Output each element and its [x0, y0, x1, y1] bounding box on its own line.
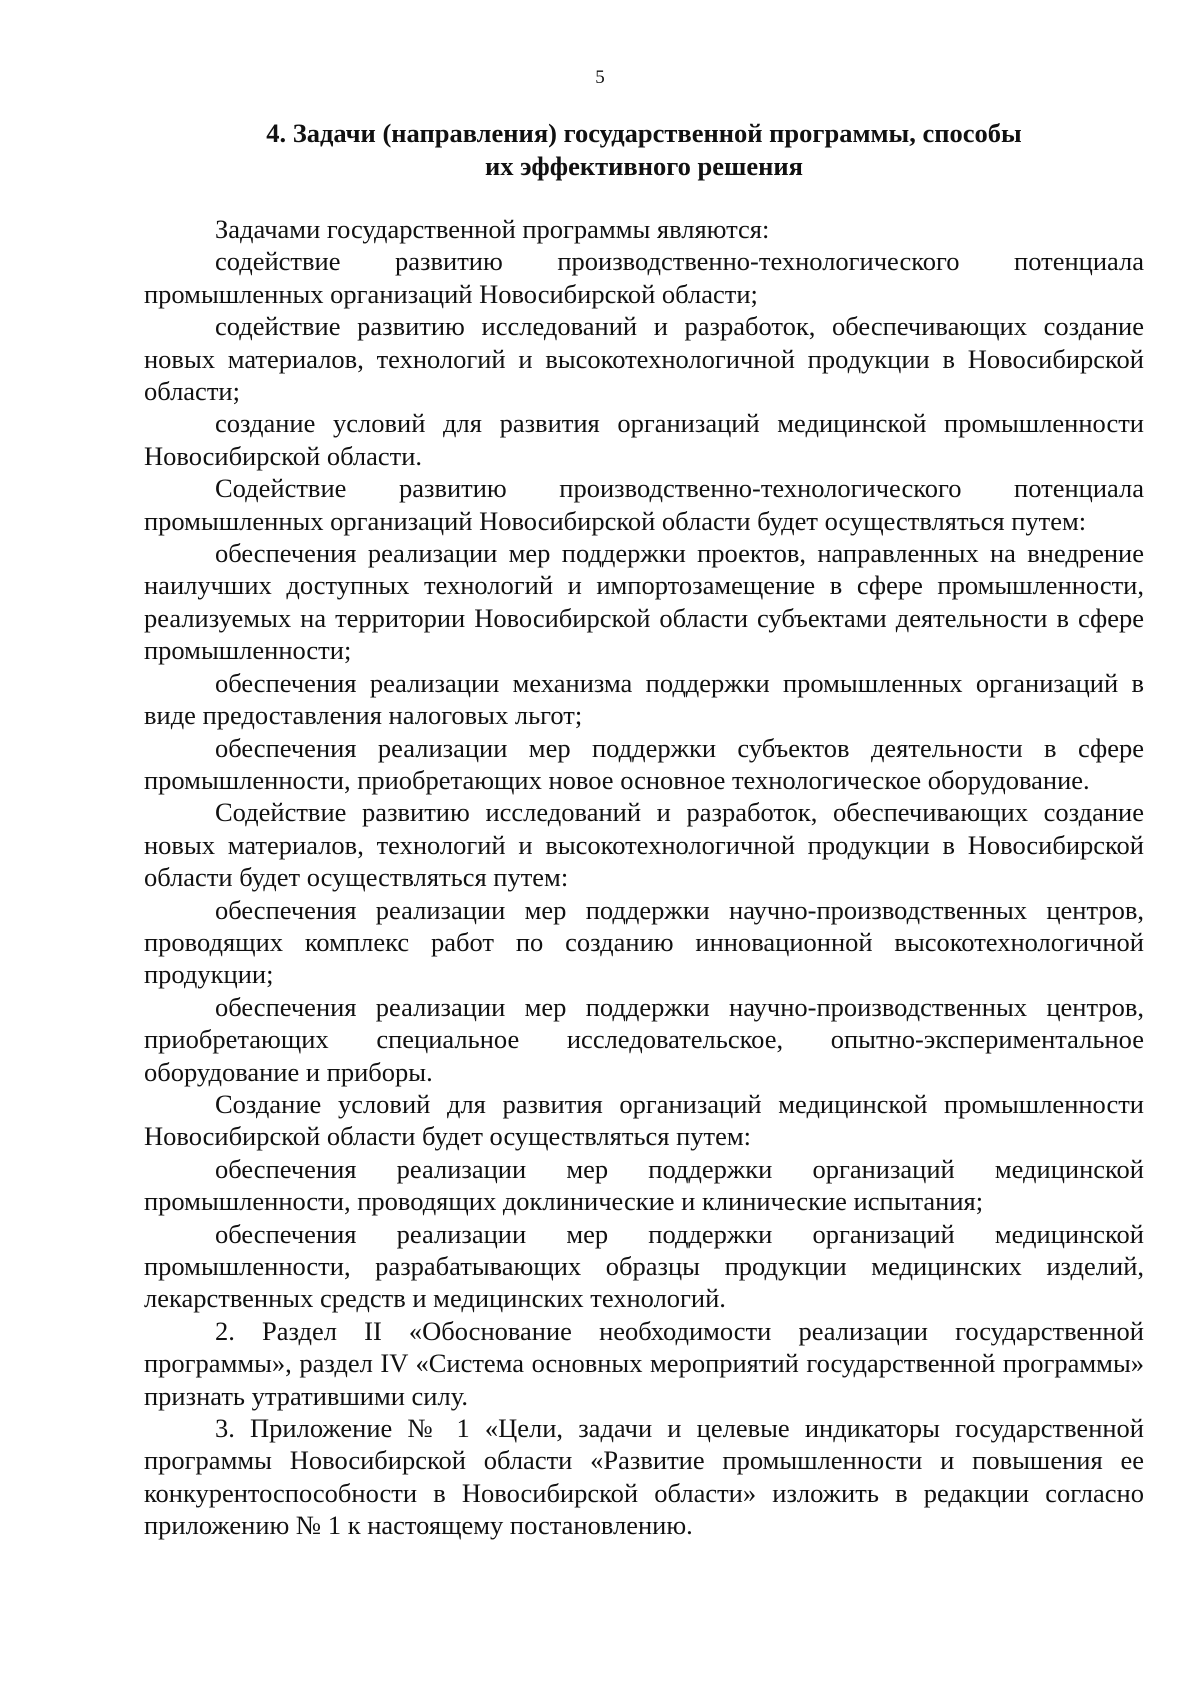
section-heading — [144, 117, 1144, 183]
page-number: 5 — [595, 67, 605, 88]
paragraph-task-1-means-2: обеспечения реализации механизма поддержки промышленных организаций в виде предоставления налоговых льгот; — [144, 667, 1144, 731]
document-body — [144, 213, 1144, 1542]
paragraph-task-3-means-2: обеспечения реализации мер поддержки организаций медицинской промышленности, разрабатывающих образцы продукции медицинских изделий, лекарственных средств и медицинских технологий. — [144, 1218, 1144, 1314]
paragraph-task-2-means-2: обеспечения реализации мер поддержки научно-производственных центров, приобретающих специальное исследовательское, опытно-экспериментальное оборудование и приборы. — [144, 991, 1144, 1087]
section-heading-line-2: их эффективного решения — [484, 151, 803, 181]
paragraph-task-2-means-intro: Содействие развитию исследований и разработок, обеспечивающих создание новых материалов, технологий и высокотехнологичной продукции в Новосибирской области будет осуществляться путем: — [144, 797, 1144, 893]
paragraph-task-3-means-intro: Создание условий для развития организаций медицинской промышленности Новосибирской области будет осуществляться путем: — [144, 1088, 1144, 1152]
paragraph-task-1-means-1: обеспечения реализации мер поддержки проектов, направленных на внедрение наилучших доступных технологий и импортозамещение в сфере промышленности, реализуемых на территории Новосибирской области субъектами деятельности в сфере промышленности; — [144, 538, 1144, 666]
paragraph-task-1-means-intro: Содействие развитию производственно-технологического потенциала промышленных организаций Новосибирской области будет осуществляться путем: — [144, 473, 1144, 536]
paragraph-task-1-means-3: обеспечения реализации мер поддержки субъектов деятельности в сфере промышленности, приобретающих новое основное технологическое оборудование. — [144, 732, 1144, 795]
paragraph-task-1: содействие развитию производственно-технологического потенциала промышленных организаций Новосибирской области; — [144, 246, 1144, 309]
paragraph-task-3-means-1: обеспечения реализации мер поддержки организаций медицинской промышленности, проводящих доклинические и клинические испытания; — [144, 1153, 1144, 1217]
paragraph-task-2-means-1: обеспечения реализации мер поддержки научно-производственных центров, проводящих комплекс работ по созданию инновационной высокотехнологичной продукции; — [144, 894, 1144, 990]
paragraph-item-3: 3. Приложение № 1 «Цели, задачи и целевые индикаторы государственной программы Новосибирской области «Развитие промышленности и повышения ее конкурентоспособности в Новосибирской области» изложить в редакции согласно приложению № 1 к настоящему постановлению. — [144, 1413, 1144, 1541]
paragraph-item-2: 2. Раздел II «Обоснование необходимости реализации государственной программы», раздел IV «Система основных мероприятий государственной программы» признать утратившими силу. — [144, 1315, 1144, 1411]
section-heading-line-1: 4. Задачи (направления) государственной программы, способы — [266, 118, 1022, 148]
paragraph-task-3: создание условий для развития организаций медицинской промышленности Новосибирской области. — [144, 408, 1144, 471]
paragraph-task-2: содействие развитию исследований и разработок, обеспечивающих создание новых материалов, технологий и высокотехнологичной продукции в Новосибирской области; — [144, 311, 1144, 407]
paragraph-tasks-intro: Задачами государственной программы являются: — [215, 214, 770, 244]
